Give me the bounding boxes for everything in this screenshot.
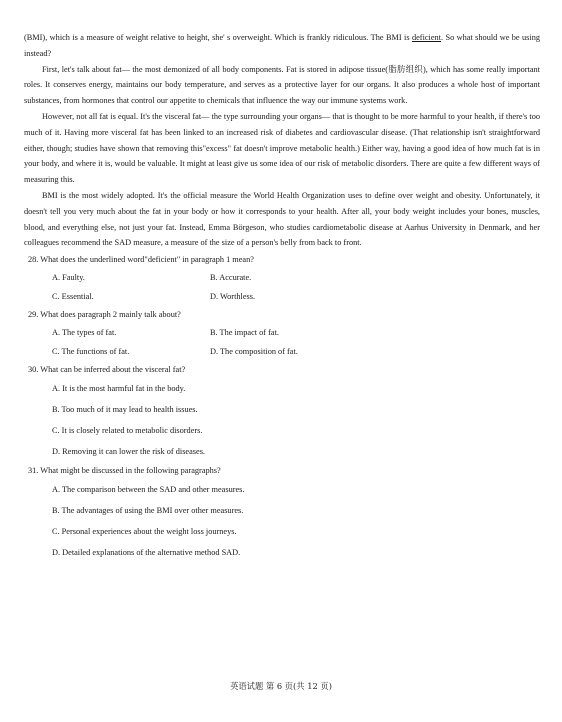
passage-paragraph-3: However, not all fat is equal. It's the visceral fat— the type surrounding your organs— that is thought to be more harmful to your health, if there's too much of it. Having more visceral fat has been linked to an increased risk of diabetes and cardiovascular disease. (That relationship isn't straightforward either, though; studies have shown that removing this"excess" fat doesn't improve metabolic health.) Either way, having a good idea of how much fat is in your body, and where it is, would be valuable. It might at least give us some idea of our risk of metabolic disorders. There are quite a few different ways of measuring this. bbox=[24, 111, 540, 185]
passage-paragraph-2: First, let's talk about fat— the most demonized of all body components. Fat is stored in adipose tissue(脂肪组织), which has some really important roles. It conserves energy, maintains our body temperature, and serves as a protective layer for our organs. It also produces a whole host of important substances, from hormones that control our appetite to chemicals that influence the way our immune systems work. bbox=[24, 64, 540, 106]
option-c: C. Essential. bbox=[52, 292, 94, 302]
option-c: C. The functions of fat. bbox=[52, 347, 130, 357]
option-c: C. Personal experiences about the weight loss journeys. bbox=[52, 527, 237, 537]
option-d: D. Worthless. bbox=[210, 292, 256, 302]
option-b: B. The impact of fat. bbox=[210, 328, 279, 338]
option-d: D. The composition of fat. bbox=[210, 347, 298, 357]
option-a: A. It is the most harmful fat in the body. bbox=[52, 384, 186, 394]
question-stem: 28. What does the underlined word"deficient" in paragraph 1 mean? bbox=[28, 255, 254, 265]
option-c: C. It is closely related to metabolic disorders. bbox=[52, 426, 203, 436]
option-a: A. Faulty. bbox=[52, 273, 85, 283]
question-29 bbox=[24, 307, 540, 361]
passage-paragraph-4: BMI is the most widely adopted. It's the official measure the World Health Organization uses to define over weight and obesity. Unfortunately, it doesn't tell you very much about the fat in your body or how it corresponds to your health. After all, your body weight includes your bones, muscles, blood, and everything else, not just your fat. Instead, Emma Börgeson, who studies cardiometabolic disease at Aarhus University in Denmark, and her colleagues recommend the SAD measure, a measure of the size of a person's belly from back to front. bbox=[24, 190, 540, 248]
question-30 bbox=[24, 362, 540, 462]
passage-paragraph-1 bbox=[24, 30, 540, 62]
document-page bbox=[24, 30, 540, 563]
option-d: D. Detailed explanations of the alternative method SAD. bbox=[52, 548, 241, 558]
option-d: D. Removing it can lower the risk of diseases. bbox=[52, 447, 205, 457]
question-31 bbox=[24, 463, 540, 563]
answer-options bbox=[24, 378, 540, 462]
question-28 bbox=[24, 252, 540, 306]
underlined-word-deficient: deficient bbox=[411, 33, 441, 42]
option-b: B. Too much of it may lead to health issues. bbox=[52, 405, 198, 415]
answer-options bbox=[24, 323, 540, 361]
question-stem: 31. What might be discussed in the following paragraphs? bbox=[28, 466, 221, 476]
answer-options bbox=[24, 268, 540, 306]
paragraph-1-text-start: (BMI), which is a measure of weight relative to height, she' s overweight. Which is frankly ridiculous. The BMI is bbox=[24, 33, 412, 42]
question-stem: 29. What does paragraph 2 mainly talk about? bbox=[28, 310, 181, 320]
option-a: A. The types of fat. bbox=[52, 328, 117, 338]
question-stem: 30. What can be inferred about the visceral fat? bbox=[28, 365, 186, 375]
answer-options bbox=[24, 479, 540, 563]
page-footer: 英语试题 第 6 页(共 12 页) bbox=[230, 681, 332, 691]
option-b: B. The advantages of using the BMI over other measures. bbox=[52, 506, 244, 516]
option-a: A. The comparison between the SAD and other measures. bbox=[52, 485, 245, 495]
option-b: B. Accurate. bbox=[210, 273, 252, 283]
paragraph-1-text-end: . So what should we be using instead? bbox=[24, 33, 540, 58]
